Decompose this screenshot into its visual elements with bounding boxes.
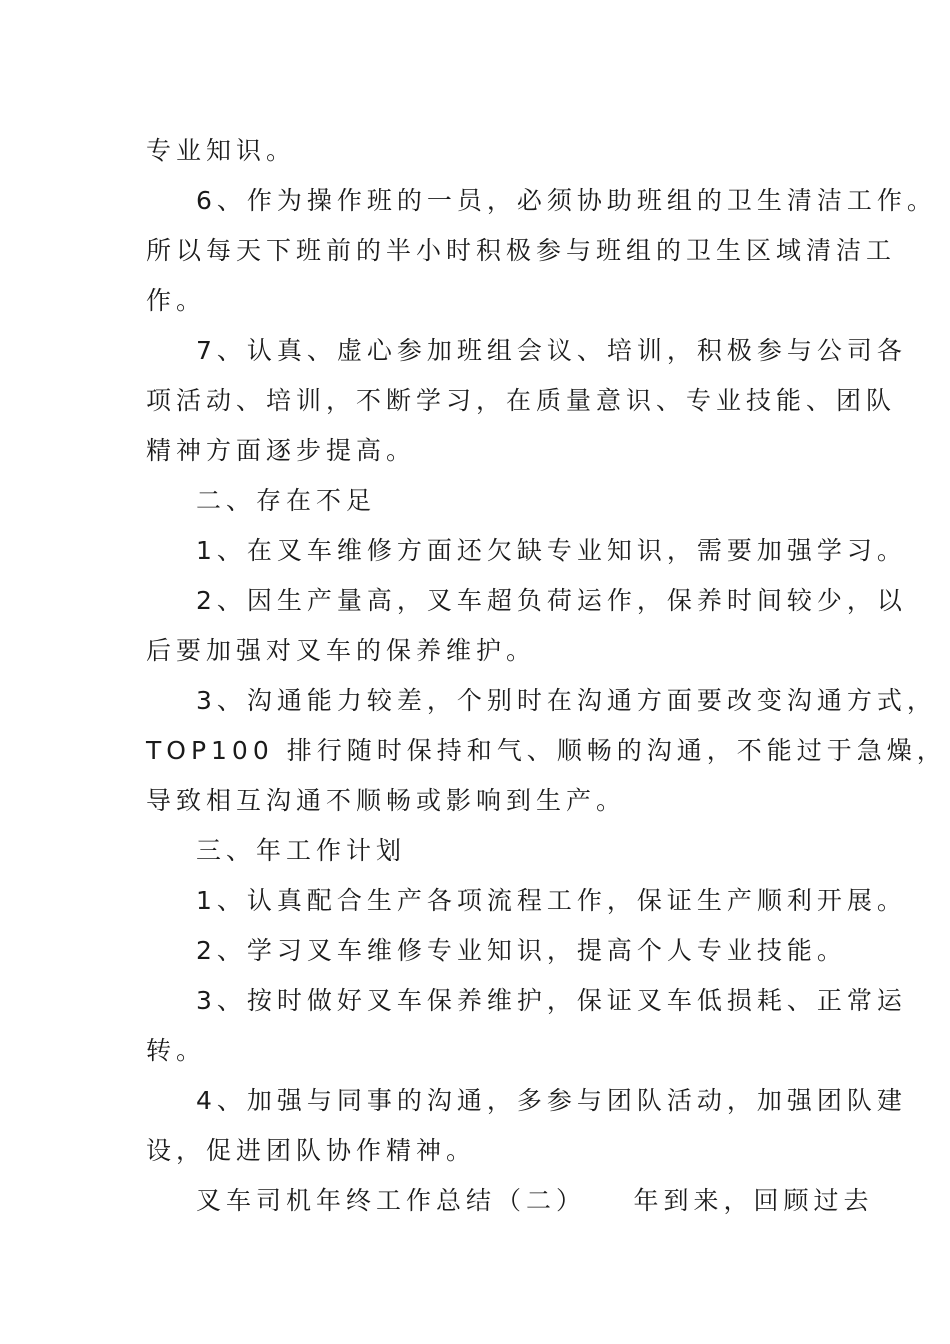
text-line: 1、认真配合生产各项流程工作，保证生产顺利开展。 — [196, 886, 907, 915]
text-line: 1、在叉车维修方面还欠缺专业知识，需要加强学习。 — [196, 536, 907, 565]
text-line: 2、因生产量高，叉车超负荷运作，保养时间较少，以 — [196, 586, 907, 615]
text-line: 4、加强与同事的沟通，多参与团队活动，加强团队建 — [196, 1086, 907, 1115]
text-line: 3、沟通能力较差，个别时在沟通方面要改变沟通方式， — [196, 686, 937, 715]
text-line: 项活动、培训，不断学习，在质量意识、专业技能、团队 — [146, 386, 897, 415]
text-line: 转。 — [146, 1036, 207, 1065]
text-line: 精神方面逐步提高。 — [146, 436, 417, 465]
section-title-line: 叉车司机年终工作总结（二） 年到来，回顾过去 — [196, 1186, 874, 1215]
text-line: 后要加强对叉车的保养维护。 — [146, 636, 537, 665]
text-line: 2、学习叉车维修专业知识，提高个人专业技能。 — [196, 936, 847, 965]
section-heading: 二、存在不足 — [196, 486, 377, 515]
text-line: 作。 — [146, 286, 207, 315]
text-line: 导致相互沟通不顺畅或影响到生产。 — [146, 786, 627, 815]
text-line: 专业知识。 — [146, 136, 297, 165]
text-line: 所以每天下班前的半小时积极参与班组的卫生区域清洁工 — [146, 236, 897, 265]
text-line: 7、认真、虚心参加班组会议、培训，积极参与公司各 — [196, 336, 907, 365]
text-line: 设，促进团队协作精神。 — [146, 1136, 477, 1165]
text-line: TOP100 排行随时保持和气、顺畅的沟通，不能过于急燥， — [146, 736, 947, 765]
text-line: 3、按时做好叉车保养维护，保证叉车低损耗、正常运 — [196, 986, 907, 1015]
section-heading: 三、年工作计划 — [196, 836, 407, 865]
text-line: 6、作为操作班的一员，必须协助班组的卫生清洁工作。 — [196, 186, 937, 215]
